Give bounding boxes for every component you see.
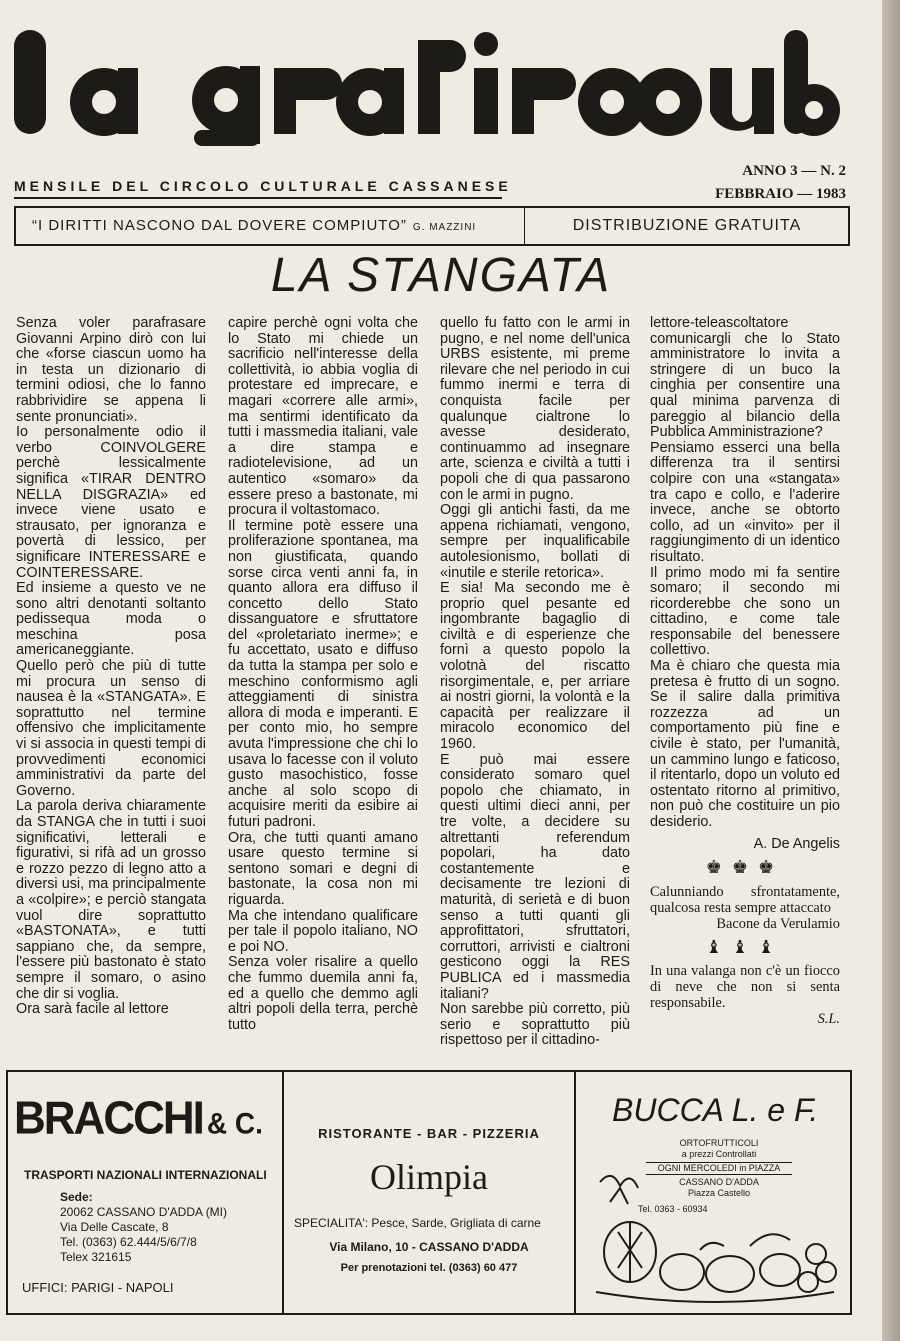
paragraph: Pensiamo esserci una bella differenza tra il sentirsi colpire con una «stangata» tra capo e collo, e l'aderire invece, anche se obtorto collo, ad un «invito» per il raggiungimento di un identico risultato. [650,439,840,565]
paragraph: Io personalmente odio il verbo COINVOLGERE perchè lessicalmente significa «TIRAR DENTRO NELLA DISGRAZIA» ed invece viene usato e strausato, per ignoranza e povertà di lessico, per significare INTERESSARE e COINTERESSARE. [16,424,206,581]
olimpia-kind: RISTORANTE - BAR - PIZZERIA [318,1126,540,1141]
bucca-line-4: CASSANO D'ADDA [679,1177,759,1187]
ad-bucca [576,1072,850,1313]
ornament-divider: ♚♚♚ [705,857,785,878]
bucca-line-5: Piazza Castello [687,1188,751,1198]
bucca-line-2: a prezzi Controllati [681,1149,757,1159]
bracchi-telex: Telex 321615 [60,1250,132,1264]
paragraph: Ora sarà facile al lettore [16,1001,169,1018]
advertisements [6,1070,852,1315]
maxim-text: Calunniando sfrontatamente, qualcosa resta sempre attaccato [650,883,840,916]
paragraph: Ma è chiaro che questa mia pretesa è frutto di un sogno. Se il salire dalla primitiva rozzezza ad un comportamento più fine e civile è stato, per l'umanità, un cammino lungo e faticoso, il ritentarlo, dopo un voluto ed ostentato ritorno al primitivo, non può che costituire un pio desiderio. [650,658,840,830]
paragraph: E può mai essere considerato somaro quel popolo che chiamato, in questi ultimi dieci anni, per tre volte, a decidere su altrettanti referendum popolari, ha dato costantemente e decisamente tre lezioni di maturità, di serietà e di buon senso a tutti quanti gli approfittatori, sfruttatori, corruttori, arrivisti e cialtroni gesticono oggi la RES PUBLICA ed i massmedia italiani? [440,751,630,1002]
page-binding-edge [882,0,900,1341]
ad-bracchi [8,1072,284,1313]
masthead-subtitle: MENSILE DEL CIRCOLO CULTURALE CASSANESE [14,178,512,194]
article-column-1 [16,316,206,1018]
bucca-line-1: ORTOFRUTTICOLI [679,1138,759,1148]
bracchi-service: TRASPORTI NAZIONALI INTERNAZIONALI [24,1168,267,1182]
maxim-text: In una valanga non c'è un fiocco di neve che non si senta responsabile. [650,963,840,1012]
masthead-logo [8,18,848,148]
bracchi-offices: UFFICI: PARIGI - NAPOLI [22,1280,174,1295]
motto [32,217,476,234]
masthead-lettering [8,18,848,148]
issue-info [715,160,846,206]
article-column-4 [650,316,840,1027]
motto-author: G. MAZZINI [412,222,477,233]
olimpia-address: Via Milano, 10 - CASSANO D'ADDA [329,1240,529,1254]
paragraph: quello fu fatto con le armi in pugno, e nel nome dell'unica URBS esistente, mi preme rilevare che nel periodo in cui fummo inermi e terra di conquista facile per qualunque cialtrone lo avesse desiderato, continuammo ad insegnare arte, scienza e civiltà a tutti i popoli che di qua passarono con le armi in pugno. [440,315,630,503]
article-column-2 [228,316,418,1033]
paragraph: Non sarebbe più corretto, più serio e soprattutto più rispettoso per il cittadino- [440,1001,630,1049]
paragraph: Senza voler parafrasare Giovanni Arpino dirò con lui che «forse ciascun uomo ha in testa un dizionario di termini odiosi, che lo fanno rabbrividire se appena li sente pronunciati». [16,315,206,425]
paragraph: Senza voler risalire a quello che fummo duemila anni fa, ed a quello che demmo agli altri popoli della terra, perchè tutto [228,954,418,1033]
paragraph: lettore-teleascoltatore comunicargli che lo Stato amministratore lo invita a stringere di un buco la cinghia per consentire una qual minima parvenza di pareggio al bilancio della Pubblica Amministrazione? [650,315,840,441]
ad-olimpia [284,1072,576,1313]
paragraph: La parola deriva chiaramente da STANGA che in tutti i suoi significativi, letterali e figurativi, si rifà ad un grosso e rozzo pezzo di legno atto a diversi usi, ma principalmente a «colpire»; e perciò stangata vuol dire soprattutto «BASTONATA», e tutti sappiano che, da sempre, l'essere più bastonato è stato sempre il somaro, o asino che dir si voglia. [16,798,206,1002]
maxim-author: Bacone da Verulamio [716,915,840,932]
article-signature: A. De Angelis [753,835,840,852]
paragraph: Il primo modo mi fa sentire somaro; il secondo mi ricorderebbe che sono un cittadino, e come tale responsabile del benessere collettivo. [650,564,840,659]
bucca-line-3: OGNI MERCOLEDI in PIAZZA [646,1162,792,1175]
bucca-tel: Tel. 0363 - 60934 [638,1204,708,1214]
distribution-note: DISTRIBUZIONE GRATUITA [524,208,849,244]
issue-number: ANNO 3 — N. 2 [742,163,846,179]
bracchi-address [60,1190,227,1265]
bracchi-address-2: Via Delle Cascate, 8 [60,1220,169,1234]
paragraph: Oggi gli antichi fasti, da me appena richiamati, vengono, sempre per inqualificabile autolesionismo, bollati di «inutile e sterile retorica». [440,502,630,581]
bracchi-sede-label: Sede: [60,1190,93,1204]
article-column-3 [440,316,630,1049]
olimpia-name: Olimpia [370,1157,488,1197]
article-headline: LA STANGATA [270,249,612,302]
paragraph: Ed insieme a questo ve ne sono altri denotanti soltanto pedissequa moda o meschina posa americaneggiante. [16,580,206,659]
olimpia-speciality: SPECIALITA': Pesce, Sarde, Grigliata di carne [294,1216,541,1230]
paragraph: Quello però che più di tutte mi procura un senso di nausea è la «STANGATA». E soprattutto nel termine offensivo che implicitamente vi si associa in questi tempi di provvedimenti economici amministrativi da parte del Governo. [16,658,206,799]
olimpia-booking: Per prenotazioni tel. (0363) 60 477 [340,1262,518,1274]
ornament-divider: ♝♝♝ [705,936,785,957]
bracchi-address-1: 20062 CASSANO D'ADDA (MI) [60,1205,228,1219]
bracchi-name: BRACCHI [14,1092,203,1145]
subtitle-rule [14,197,502,199]
bracchi-tel: Tel. (0363) 62.444/5/6/7/8 [60,1235,197,1249]
maxim-author: S.L. [817,1011,840,1028]
paragraph: Il termine potè essere una proliferazione spontanea, ma non giustificata, quando sorse circa venti anni fa, in quanto allora era diffuso il concetto dello Stato dissanguatore e sfruttatore del «proletariato inerme»; e fu accettato, usato e diffuso da tutta la stampa per solo e meschino conformismo agli atteggiamenti di sinistra allora di moda e imperanti. E per conto mio, ho sempre avuta l'impressione che chi lo usava lo facesse con il voluto gusto masochistico, fosse anche al solo scopo di acquisire meriti da esibire ai futuri padroni. [228,517,418,830]
issue-date: FEBBRAIO — 1983 [715,186,846,202]
quote-bar [14,206,850,246]
bucca-name: BUCCA L. e F. [612,1092,819,1128]
paragraph: E sia! Ma secondo me è proprio quel pesante ed ingombrante bagaglio di civiltà e di esperienze che fornì a questo popolo la volotnà del riscatto risorgimentale, e, per arriare ai nostri giorni, la volontà e la capacità per realizzare il miracolo economico del 1960. [440,580,630,753]
paragraph: capire perchè ogni volta che lo Stato mi chiede un sacrificio nell'interesse della collettività, io abbia voglia di protestare ed imprecare, e magari «correre alle armi», ma sentirmi identificato da tutti i massmedia italiani, vale a dire stampa e radiotelevisione, ad un autentico «somaro» da essere preso a bastonate, mi procura il voltastomaco. [228,315,418,519]
bracchi-logo [14,1093,263,1146]
paragraph: Ora, che tutti quanti amano usare questo termine si sentono somari e degni di bastonate, la cosa non mi riguarda. [228,829,418,908]
motto-text: “I DIRITTI NASCONO DAL DOVERE COMPIUTO” [32,217,407,234]
paragraph: Ma che intendano qualificare per tale il popolo italiano, NO e poi NO. [228,907,418,955]
bracchi-suffix: & C. [206,1107,263,1140]
bucca-info [646,1138,792,1199]
